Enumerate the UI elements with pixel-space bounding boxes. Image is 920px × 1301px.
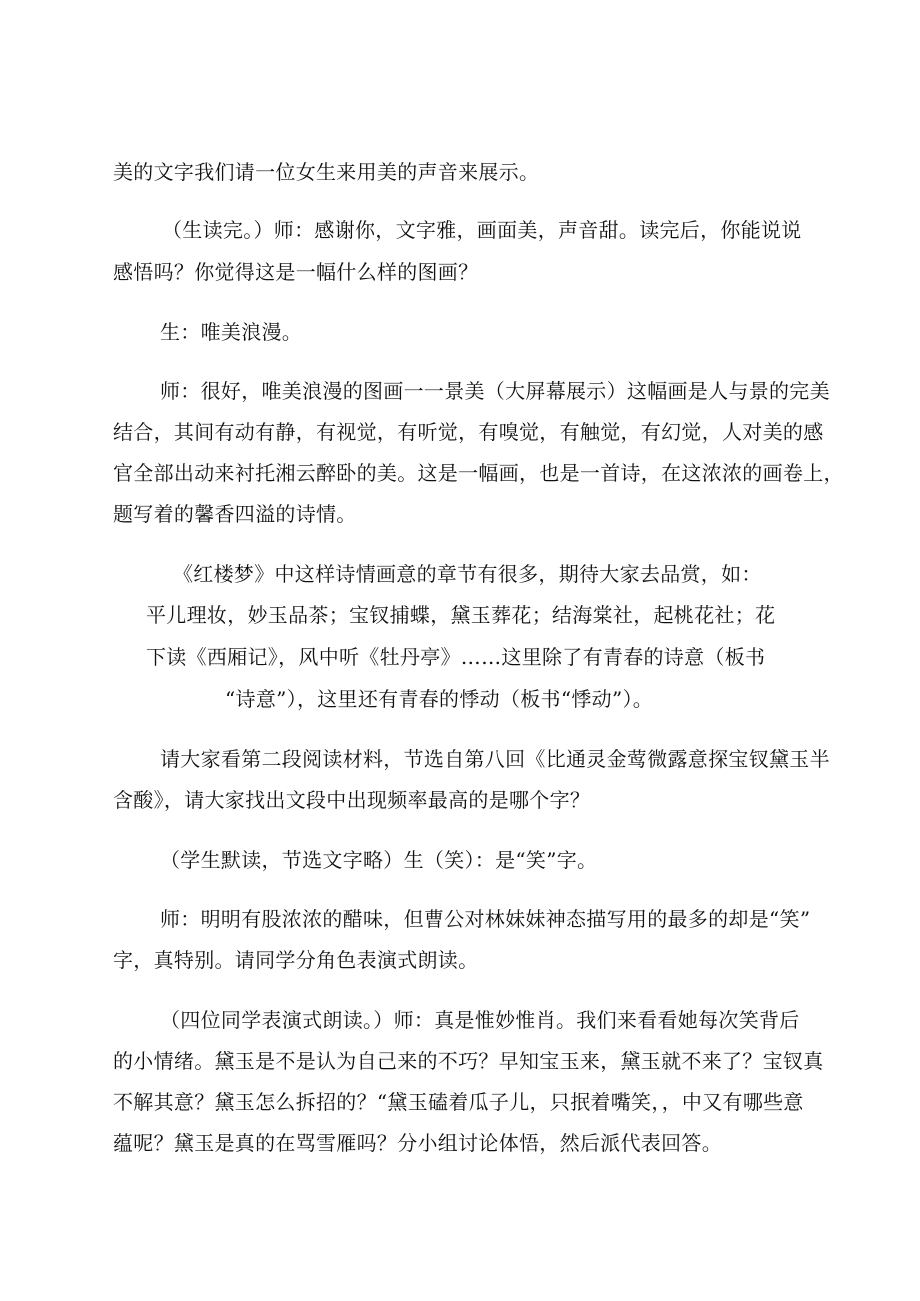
- text-line: 含酸》，请大家找出文段中出现频率最高的是哪个字？: [113, 788, 591, 812]
- text-line: 请大家看第二段阅读材料，节选自第八回《比通灵金莺微露意探宝钗黛玉半: [160, 747, 830, 771]
- text-line: （学生默读，节选文字略）生（笑）：是“笑”字。: [160, 848, 598, 872]
- text-line: 生：唯美浪漫。: [160, 320, 303, 344]
- text-line: 题写着的馨香四溢的诗情。: [113, 502, 357, 526]
- text-line: （生读完。）师：感谢你，文字雅，画面美，声音甜。读完后，你能说说: [162, 218, 802, 242]
- text-line: 字，真特别。请同学分角色表演式朗读。: [113, 948, 479, 972]
- text-line: 师：明明有股浓浓的醋味，但曹公对林妹妹神态描写用的最多的却是“笑”: [160, 907, 811, 931]
- text-line: 师：很好，唯美浪漫的图画一一景美（大屏幕展示）这幅画是人与景的完美: [160, 379, 830, 403]
- text-line: （四位同学表演式朗读。）师：真是惟妙惟肖。我们来看看她每次笑背后: [160, 1008, 800, 1032]
- text-line: 的小情绪。黛玉是不是认为自己来的不巧？早知宝玉来，黛玉就不来了？宝钗真: [113, 1049, 824, 1073]
- text-line: 下读《西厢记》，风中听《牡丹亭》……这里除了有青春的诗意（板书: [146, 645, 766, 669]
- text-line: 不解其意？黛玉怎么拆招的？“黛玉磕着瓜子儿，只抿着嘴笑，，中又有哪些意: [113, 1090, 804, 1114]
- text-line: 官全部出动来衬托湘云醉卧的美。这是一幅画，也是一首诗，在这浓浓的画卷上，: [113, 461, 844, 485]
- text-line: 《红楼梦》中这样诗情画意的章节有很多，期待大家去品赏，如：: [173, 562, 762, 586]
- text-line: 结合，其间有动有静，有视觉，有听觉，有嗅觉，有触觉，有幻觉，人对美的感: [113, 420, 824, 444]
- text-line: “诗意”），这里还有青春的悸动（板书“悸动”）。: [225, 687, 654, 711]
- text-line: 蕴呢？黛玉是真的在骂雪雁吗？分小组讨论体悟，然后派代表回答。: [113, 1131, 722, 1155]
- text-line: 平儿理妆，妙玉品茶；宝钗捕蝶，黛玉葬花；结海棠社，起桃花社；花: [146, 603, 776, 627]
- text-line: 美的文字我们请一位女生来用美的声音来展示。: [113, 160, 540, 184]
- text-line: 感悟吗？你觉得这是一幅什么样的图画？: [113, 260, 479, 284]
